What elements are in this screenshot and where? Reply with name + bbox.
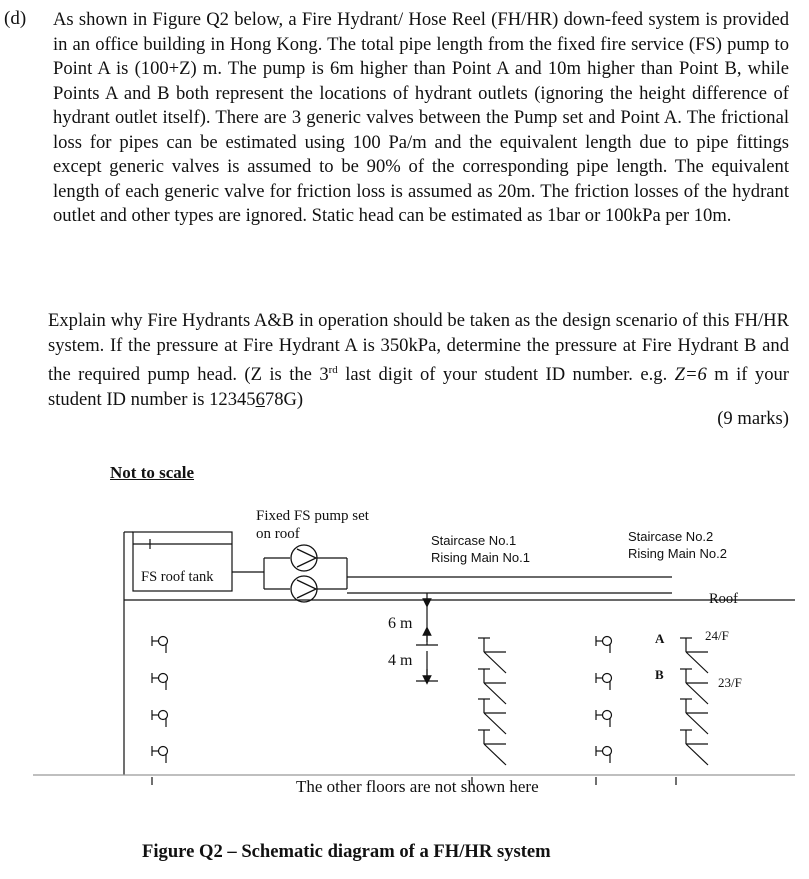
- question-label: (d): [4, 8, 27, 29]
- other-floors-note: The other floors are not shown here: [296, 777, 539, 796]
- marks-label: (9 marks): [717, 408, 789, 429]
- dimension-4m-label: 4 m: [388, 652, 413, 669]
- figure-caption: Figure Q2 – Schematic diagram of a FH/HR system: [142, 841, 551, 862]
- floor-24-label: 24/F: [705, 628, 729, 643]
- paragraph-2-text-b: last digit of your student ID number. e.g.: [337, 364, 675, 386]
- pump-set: [264, 545, 347, 602]
- paragraph-2-text-c: m if your student ID number is 12345: [48, 364, 789, 410]
- floor-23-label: 23/F: [718, 675, 742, 690]
- ordinal-suffix: rd: [328, 364, 338, 376]
- paragraph-2-text-a: Explain why Fire Hydrants A&B in operation should be taken as the design scenario of this FH/HR system. If the pressure at Fire Hydrant A is 350kPa, determine the pressure at Fire Hydrant B and the required pump head. (Z is the 3: [48, 310, 789, 386]
- staircase-2-label: Staircase No.2 Rising Main No.2: [628, 529, 727, 561]
- roof-label: Roof: [709, 591, 738, 607]
- underlined-digit: 6: [255, 388, 265, 410]
- point-a-label: A: [655, 631, 665, 646]
- point-b-label: B: [655, 667, 664, 682]
- roof-tank-label: FS roof tank: [141, 569, 214, 585]
- example-z-value: Z=6: [674, 364, 707, 386]
- pump-set-label: Fixed FS pump set on roof: [256, 508, 369, 542]
- question-paragraph-2: [48, 309, 789, 412]
- staircase-1-label: Staircase No.1 Rising Main No.1: [431, 533, 530, 565]
- middle-hydrant-column: [596, 636, 612, 763]
- left-hydrant-column: [152, 636, 168, 763]
- not-to-scale-note: Not to scale: [110, 463, 195, 482]
- rising-main-1-risers: [478, 638, 506, 765]
- dimension-6m-label: 6 m: [388, 615, 413, 632]
- paragraph-2-text-d: 78G): [264, 388, 304, 410]
- question-paragraph-1: As shown in Figure Q2 below, a Fire Hydrant/ Hose Reel (FH/HR) down-feed system is provided in an office building in Hong Kong. The total pipe length from the fixed fire service (FS) pump to Point A is (100+Z) m. The pump is 6m higher than Point A and 10m higher than Point B, while Points A and B both represent the locations of hydrant outlets (ignoring the height difference of hydrant outlet itself). There are 3 generic valves between the Pump set and Point A. The frictional loss for pipes can be estimated using 100 Pa/m and the equivalent length due to pipe fittings except generic valves is assumed to be 90% of the corresponding pipe length. The equivalent length of each generic valve for friction loss is assumed as 20m. The friction losses of the hydrant outlet and other types are ignored. Static head can be estimated as 1bar or 100kPa per 10m.: [53, 9, 789, 226]
- rising-main-2-risers: [680, 638, 708, 765]
- figure-q2-diagram: [0, 455, 809, 865]
